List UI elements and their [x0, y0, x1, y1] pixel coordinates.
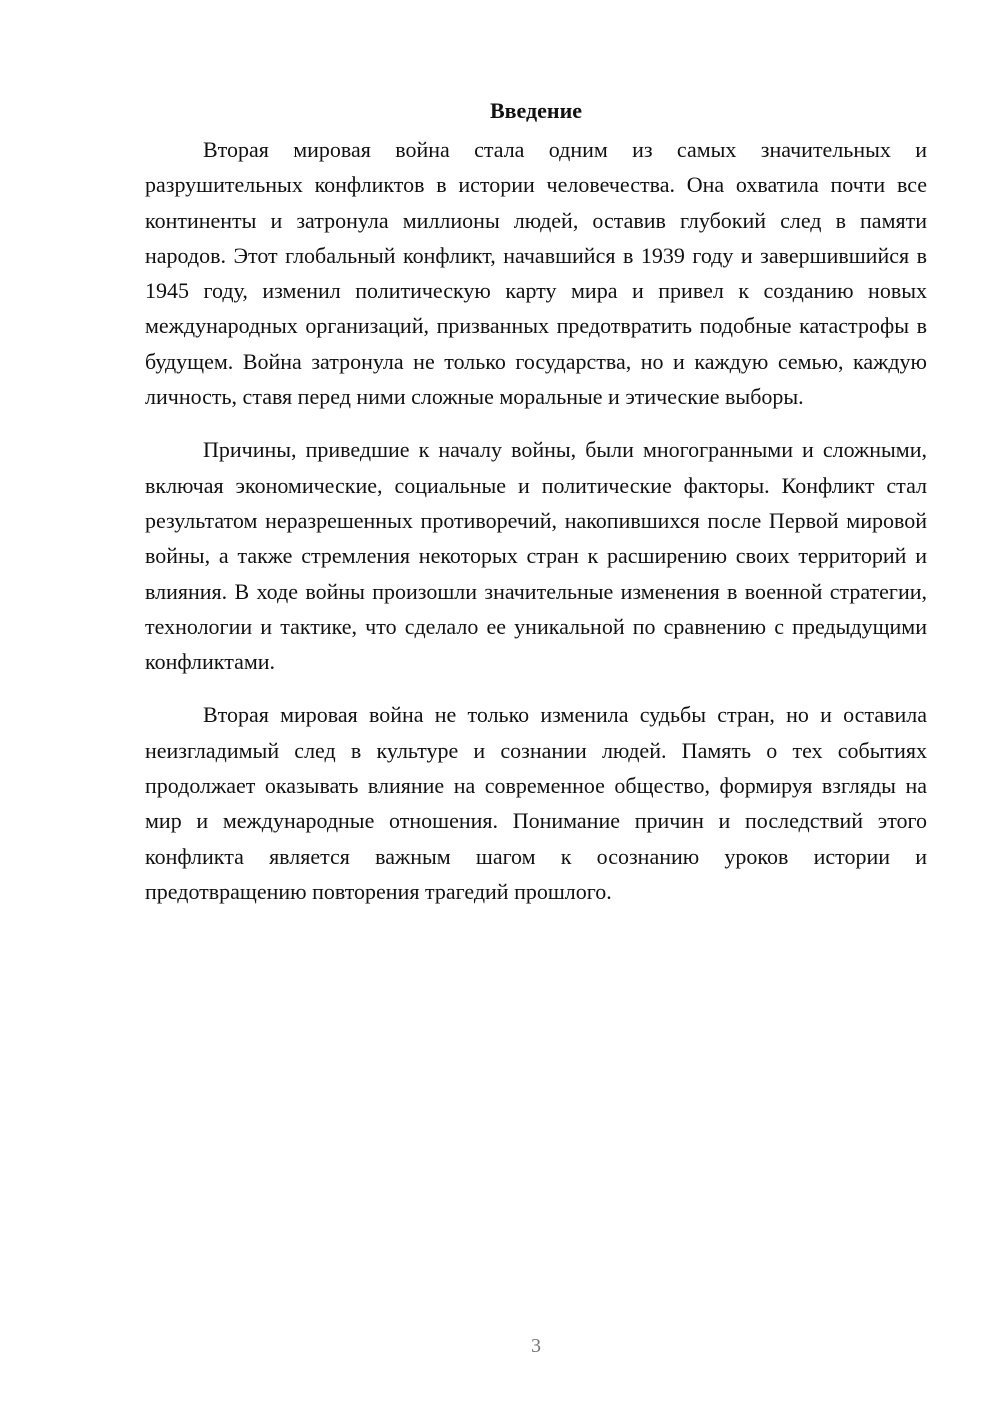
section-title: Введение	[489, 98, 583, 123]
paragraph-1: Вторая мировая война стала одним из самых значительных и разрушительных конфликтов в истории человечества. Она охватила почти все континенты и затронула миллионы людей, оставив глубокий след в памяти народов. Этот глобальный конфликт, начавшийся в 1939 году и завершившийся в 1945 году, изменил политическую карту мира и привел к созданию новых международных организаций, призванных предотвратить подобные катастрофы в будущем. Война затронула не только государства, но и каждую семью, каждую личность, ставя перед ними сложные моральные и этические выборы.	[145, 137, 927, 410]
page-number: 3	[531, 1335, 541, 1357]
paragraph-2: Причины, приведшие к началу войны, были многогранными и сложными, включая экономические, социальные и политические факторы. Конфликт стал результатом неразрешенных противоречий, накопившихся после Первой мировой войны, а также стремления некоторых стран к расширению своих территорий и влияния. В ходе войны произошли значительные изменения в военной стратегии, технологии и тактике, что сделало ее уникальной по сравнению с предыдущими конфликтами.	[145, 437, 927, 675]
page-content	[145, 96, 927, 927]
paragraph-3: Вторая мировая война не только изменила судьбы стран, но и оставила неизгладимый след в культуре и сознании людей. Память о тех событиях продолжает оказывать влияние на современное общество, формируя взгляды на мир и международные отношения. Понимание причин и последствий этого конфликта является важным шагом к осознанию уроков истории и предотвращению повторения трагедий прошлого.	[145, 702, 927, 904]
